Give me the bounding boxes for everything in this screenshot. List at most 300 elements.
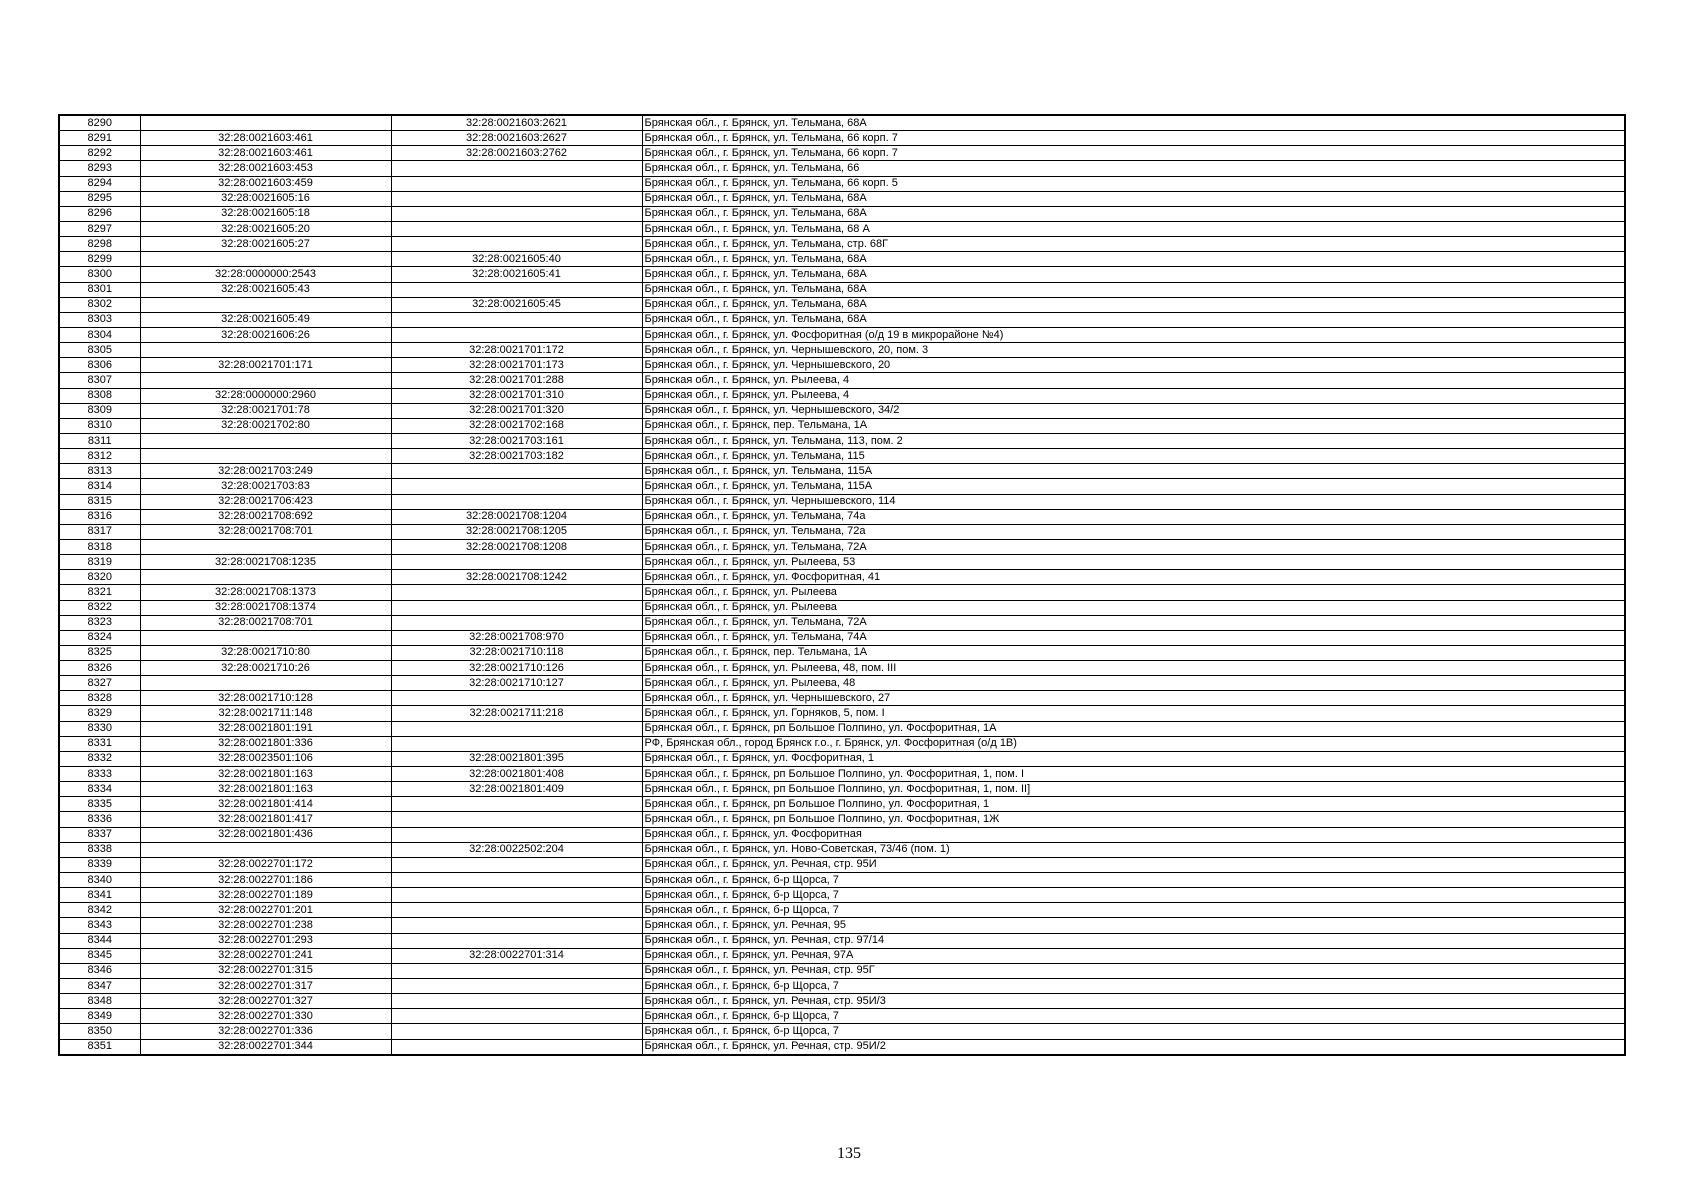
row-number-cell: 8345 (59, 948, 140, 963)
parcel-number-cell: 32:28:0022701:327 (140, 994, 391, 1009)
table-row (59, 358, 1625, 373)
object-number-cell: 32:28:0022701:314 (391, 948, 642, 963)
table-row (59, 600, 1625, 615)
row-number-cell: 8294 (59, 176, 140, 191)
object-number-cell (391, 1039, 642, 1055)
table-row (59, 282, 1625, 297)
table-row (59, 706, 1625, 721)
object-number-cell (391, 191, 642, 206)
address-cell: Брянская обл., г. Брянск, ул. Рылеева, 48, пом. III (642, 661, 1625, 676)
object-number-cell: 32:28:0021605:41 (391, 267, 642, 282)
parcel-number-cell: 32:28:0022701:172 (140, 857, 391, 872)
object-number-cell (391, 237, 642, 252)
table-row (59, 585, 1625, 600)
table-row (59, 751, 1625, 766)
address-cell: Брянская обл., г. Брянск, ул. Тельмана, 68А (642, 267, 1625, 282)
table-row (59, 979, 1625, 994)
address-cell: Брянская обл., г. Брянск, ул. Тельмана, 74а (642, 509, 1625, 524)
parcel-number-cell: 32:28:0021605:27 (140, 237, 391, 252)
object-number-cell (391, 797, 642, 812)
parcel-number-cell: 32:28:0021605:20 (140, 221, 391, 236)
table-row (59, 903, 1625, 918)
parcel-number-cell: 32:28:0022701:330 (140, 1009, 391, 1024)
parcel-number-cell: 32:28:0021605:16 (140, 191, 391, 206)
address-cell: Брянская обл., г. Брянск, ул. Тельмана, 72А (642, 615, 1625, 630)
address-cell: Брянская обл., г. Брянск, ул. Тельмана, 68А (642, 206, 1625, 221)
address-cell: Брянская обл., г. Брянск, ул. Тельмана, 66 корп. 7 (642, 131, 1625, 146)
row-number-cell: 8331 (59, 736, 140, 751)
address-cell: Брянская обл., г. Брянск, ул. Тельмана, 115 (642, 449, 1625, 464)
row-number-cell: 8305 (59, 343, 140, 358)
row-number-cell: 8313 (59, 464, 140, 479)
table-row (59, 691, 1625, 706)
row-number-cell: 8351 (59, 1039, 140, 1055)
registry-table (58, 114, 1626, 1056)
address-cell: Брянская обл., г. Брянск, ул. Рылеева (642, 585, 1625, 600)
row-number-cell: 8330 (59, 721, 140, 736)
parcel-number-cell: 32:28:0021708:1235 (140, 555, 391, 570)
table-row (59, 388, 1625, 403)
parcel-number-cell: 32:28:0021801:336 (140, 736, 391, 751)
object-number-cell (391, 812, 642, 827)
address-cell: Брянская обл., г. Брянск, ул. Речная, стр. 97/14 (642, 933, 1625, 948)
parcel-number-cell: 32:28:0021708:1374 (140, 600, 391, 615)
row-number-cell: 8319 (59, 555, 140, 570)
address-cell: Брянская обл., г. Брянск, ул. Тельмана, 68 А (642, 221, 1625, 236)
parcel-number-cell: 32:28:0021710:80 (140, 645, 391, 660)
row-number-cell: 8344 (59, 933, 140, 948)
table-row (59, 221, 1625, 236)
row-number-cell: 8308 (59, 388, 140, 403)
object-number-cell: 32:28:0021703:182 (391, 449, 642, 464)
object-number-cell: 32:28:0021708:1208 (391, 539, 642, 554)
parcel-number-cell: 32:28:0022701:317 (140, 979, 391, 994)
parcel-number-cell: 32:28:0021801:191 (140, 721, 391, 736)
object-number-cell: 32:28:0021603:2627 (391, 131, 642, 146)
object-number-cell (391, 736, 642, 751)
table-row (59, 539, 1625, 554)
address-cell: Брянская обл., г. Брянск, ул. Речная, стр. 95И (642, 857, 1625, 872)
row-number-cell: 8297 (59, 221, 140, 236)
parcel-number-cell: 32:28:0021708:701 (140, 615, 391, 630)
row-number-cell: 8322 (59, 600, 140, 615)
row-number-cell: 8346 (59, 963, 140, 978)
table-row (59, 1039, 1625, 1055)
row-number-cell: 8296 (59, 206, 140, 221)
object-number-cell: 32:28:0021603:2621 (391, 115, 642, 131)
row-number-cell: 8310 (59, 418, 140, 433)
address-cell: Брянская обл., г. Брянск, ул. Фосфоритная (о/д 19 в микрорайоне №4) (642, 327, 1625, 342)
parcel-number-cell (140, 297, 391, 312)
row-number-cell: 8348 (59, 994, 140, 1009)
address-cell: Брянская обл., г. Брянск, ул. Рылеева, 4 (642, 373, 1625, 388)
address-cell: Брянская обл., г. Брянск, ул. Тельмана, 68А (642, 297, 1625, 312)
address-cell: Брянская обл., г. Брянск, ул. Ново-Советская, 73/46 (пом. 1) (642, 842, 1625, 857)
table-row (59, 888, 1625, 903)
object-number-cell (391, 963, 642, 978)
parcel-number-cell: 32:28:0021801:417 (140, 812, 391, 827)
table-row (59, 842, 1625, 857)
table-row (59, 131, 1625, 146)
object-number-cell: 32:28:0021701:310 (391, 388, 642, 403)
object-number-cell: 32:28:0021702:168 (391, 418, 642, 433)
row-number-cell: 8318 (59, 539, 140, 554)
object-number-cell (391, 873, 642, 888)
row-number-cell: 8325 (59, 645, 140, 660)
address-cell: Брянская обл., г. Брянск, ул. Чернышевского, 34/2 (642, 403, 1625, 418)
parcel-number-cell: 32:28:0022701:186 (140, 873, 391, 888)
object-number-cell: 32:28:0021710:126 (391, 661, 642, 676)
parcel-number-cell: 32:28:0022701:238 (140, 918, 391, 933)
table-row (59, 857, 1625, 872)
address-cell: Брянская обл., г. Брянск, ул. Тельмана, 68А (642, 312, 1625, 327)
row-number-cell: 8292 (59, 146, 140, 161)
row-number-cell: 8340 (59, 873, 140, 888)
object-number-cell: 32:28:0021605:40 (391, 252, 642, 267)
table-row (59, 403, 1625, 418)
table-row (59, 161, 1625, 176)
address-cell: Брянская обл., г. Брянск, ул. Тельмана, 74А (642, 630, 1625, 645)
table-row (59, 479, 1625, 494)
table-row (59, 615, 1625, 630)
address-cell: Брянская обл., г. Брянск, б-р Щорса, 7 (642, 1009, 1625, 1024)
object-number-cell (391, 312, 642, 327)
row-number-cell: 8312 (59, 449, 140, 464)
object-number-cell: 32:28:0021708:1204 (391, 509, 642, 524)
table-row (59, 782, 1625, 797)
object-number-cell (391, 464, 642, 479)
table-row (59, 676, 1625, 691)
row-number-cell: 8327 (59, 676, 140, 691)
parcel-number-cell: 32:28:0021708:1373 (140, 585, 391, 600)
address-cell: Брянская обл., г. Брянск, ул. Речная, 95 (642, 918, 1625, 933)
object-number-cell: 32:28:0021701:172 (391, 343, 642, 358)
row-number-cell: 8321 (59, 585, 140, 600)
object-number-cell (391, 479, 642, 494)
row-number-cell: 8336 (59, 812, 140, 827)
object-number-cell (391, 691, 642, 706)
parcel-number-cell (140, 570, 391, 585)
row-number-cell: 8342 (59, 903, 140, 918)
registry-body (59, 115, 1625, 1055)
parcel-number-cell: 32:28:0021706:423 (140, 494, 391, 509)
address-cell: Брянская обл., г. Брянск, б-р Щорса, 7 (642, 979, 1625, 994)
table-row (59, 373, 1625, 388)
table-row (59, 524, 1625, 539)
object-number-cell (391, 933, 642, 948)
object-number-cell (391, 221, 642, 236)
table-row (59, 418, 1625, 433)
row-number-cell: 8335 (59, 797, 140, 812)
parcel-number-cell: 32:28:0022701:241 (140, 948, 391, 963)
row-number-cell: 8347 (59, 979, 140, 994)
table-row (59, 267, 1625, 282)
parcel-number-cell: 32:28:0021711:148 (140, 706, 391, 721)
row-number-cell: 8317 (59, 524, 140, 539)
address-cell: Брянская обл., г. Брянск, ул. Речная, 97А (642, 948, 1625, 963)
row-number-cell: 8311 (59, 433, 140, 448)
table-row (59, 464, 1625, 479)
parcel-number-cell (140, 115, 391, 131)
table-row (59, 343, 1625, 358)
object-number-cell (391, 494, 642, 509)
address-cell: Брянская обл., г. Брянск, б-р Щорса, 7 (642, 903, 1625, 918)
table-row (59, 721, 1625, 736)
object-number-cell: 32:28:0021605:45 (391, 297, 642, 312)
address-cell: Брянская обл., г. Брянск, б-р Щорса, 7 (642, 1024, 1625, 1039)
parcel-number-cell: 32:28:0022701:336 (140, 1024, 391, 1039)
table-row (59, 645, 1625, 660)
table-row (59, 1024, 1625, 1039)
parcel-number-cell: 32:28:0021606:26 (140, 327, 391, 342)
table-row (59, 827, 1625, 842)
parcel-number-cell: 32:28:0021701:171 (140, 358, 391, 373)
address-cell: Брянская обл., г. Брянск, б-р Щорса, 7 (642, 873, 1625, 888)
table-row (59, 146, 1625, 161)
object-number-cell (391, 903, 642, 918)
address-cell: Брянская обл., г. Брянск, ул. Тельмана, стр. 68Г (642, 237, 1625, 252)
object-number-cell (391, 827, 642, 842)
address-cell: Брянская обл., г. Брянск, рп Большое Полпино, ул. Фосфоритная, 1 (642, 797, 1625, 812)
row-number-cell: 8337 (59, 827, 140, 842)
address-cell: Брянская обл., г. Брянск, рп Большое Полпино, ул. Фосфоритная, 1Ж (642, 812, 1625, 827)
address-cell: Брянская обл., г. Брянск, ул. Тельмана, 68А (642, 115, 1625, 131)
parcel-number-cell (140, 373, 391, 388)
address-cell: Брянская обл., г. Брянск, ул. Тельмана, 68А (642, 282, 1625, 297)
table-row (59, 797, 1625, 812)
parcel-number-cell: 32:28:0000000:2543 (140, 267, 391, 282)
object-number-cell (391, 327, 642, 342)
row-number-cell: 8295 (59, 191, 140, 206)
parcel-number-cell (140, 343, 391, 358)
object-number-cell: 32:28:0021701:288 (391, 373, 642, 388)
table-row (59, 812, 1625, 827)
row-number-cell: 8339 (59, 857, 140, 872)
address-cell: Брянская обл., г. Брянск, ул. Чернышевского, 20, пом. 3 (642, 343, 1625, 358)
parcel-number-cell: 32:28:0021710:26 (140, 661, 391, 676)
row-number-cell: 8320 (59, 570, 140, 585)
object-number-cell (391, 600, 642, 615)
row-number-cell: 8298 (59, 237, 140, 252)
parcel-number-cell: 32:28:0021708:701 (140, 524, 391, 539)
row-number-cell: 8323 (59, 615, 140, 630)
object-number-cell: 32:28:0021710:118 (391, 645, 642, 660)
row-number-cell: 8333 (59, 767, 140, 782)
row-number-cell: 8328 (59, 691, 140, 706)
address-cell: Брянская обл., г. Брянск, ул. Тельмана, 72А (642, 539, 1625, 554)
address-cell: Брянская обл., г. Брянск, ул. Тельмана, 115А (642, 464, 1625, 479)
row-number-cell: 8343 (59, 918, 140, 933)
object-number-cell (391, 721, 642, 736)
parcel-number-cell (140, 433, 391, 448)
table-row (59, 449, 1625, 464)
table-row (59, 555, 1625, 570)
table-row (59, 873, 1625, 888)
object-number-cell: 32:28:0021708:1205 (391, 524, 642, 539)
table-row (59, 191, 1625, 206)
row-number-cell: 8349 (59, 1009, 140, 1024)
row-number-cell: 8332 (59, 751, 140, 766)
object-number-cell: 32:28:0021701:320 (391, 403, 642, 418)
parcel-number-cell: 32:28:0021603:453 (140, 161, 391, 176)
row-number-cell: 8300 (59, 267, 140, 282)
address-cell: Брянская обл., г. Брянск, ул. Тельмана, 115А (642, 479, 1625, 494)
parcel-number-cell: 32:28:0021701:78 (140, 403, 391, 418)
object-number-cell: 32:28:0021703:161 (391, 433, 642, 448)
row-number-cell: 8315 (59, 494, 140, 509)
address-cell: Брянская обл., г. Брянск, ул. Фосфоритная (642, 827, 1625, 842)
object-number-cell (391, 979, 642, 994)
parcel-number-cell: 32:28:0022701:201 (140, 903, 391, 918)
table-row (59, 933, 1625, 948)
row-number-cell: 8290 (59, 115, 140, 131)
row-number-cell: 8329 (59, 706, 140, 721)
parcel-number-cell (140, 676, 391, 691)
parcel-number-cell (140, 252, 391, 267)
address-cell: Брянская обл., г. Брянск, ул. Чернышевского, 114 (642, 494, 1625, 509)
parcel-number-cell: 32:28:0021603:459 (140, 176, 391, 191)
table-row (59, 661, 1625, 676)
object-number-cell: 32:28:0021603:2762 (391, 146, 642, 161)
object-number-cell (391, 857, 642, 872)
object-number-cell (391, 1024, 642, 1039)
row-number-cell: 8350 (59, 1024, 140, 1039)
address-cell: Брянская обл., г. Брянск, б-р Щорса, 7 (642, 888, 1625, 903)
parcel-number-cell: 32:28:0022701:315 (140, 963, 391, 978)
parcel-number-cell: 32:28:0021703:83 (140, 479, 391, 494)
address-cell: Брянская обл., г. Брянск, ул. Речная, стр. 95И/3 (642, 994, 1625, 1009)
parcel-number-cell (140, 842, 391, 857)
object-number-cell (391, 176, 642, 191)
object-number-cell: 32:28:0021801:409 (391, 782, 642, 797)
parcel-number-cell: 32:28:0021702:80 (140, 418, 391, 433)
row-number-cell: 8302 (59, 297, 140, 312)
object-number-cell (391, 206, 642, 221)
object-number-cell (391, 918, 642, 933)
row-number-cell: 8301 (59, 282, 140, 297)
parcel-number-cell (140, 539, 391, 554)
table-row (59, 509, 1625, 524)
parcel-number-cell: 32:28:0021703:249 (140, 464, 391, 479)
address-cell: Брянская обл., г. Брянск, ул. Горняков, 5, пом. I (642, 706, 1625, 721)
row-number-cell: 8299 (59, 252, 140, 267)
parcel-number-cell: 32:28:0021605:43 (140, 282, 391, 297)
parcel-number-cell: 32:28:0022701:344 (140, 1039, 391, 1055)
address-cell: РФ, Брянская обл., город Брянск г.о., г. Брянск, ул. Фосфоритная (о/д 1В) (642, 736, 1625, 751)
table-row (59, 206, 1625, 221)
row-number-cell: 8304 (59, 327, 140, 342)
address-cell: Брянская обл., г. Брянск, рп Большое Полпино, ул. Фосфоритная, 1А (642, 721, 1625, 736)
address-cell: Брянская обл., г. Брянск, ул. Тельмана, 66 корп. 5 (642, 176, 1625, 191)
table-row (59, 327, 1625, 342)
object-number-cell: 32:28:0021801:408 (391, 767, 642, 782)
address-cell: Брянская обл., г. Брянск, ул. Рылеева (642, 600, 1625, 615)
address-cell: Брянская обл., г. Брянск, ул. Тельмана, 66 (642, 161, 1625, 176)
parcel-number-cell: 32:28:0021801:163 (140, 782, 391, 797)
parcel-number-cell: 32:28:0021603:461 (140, 131, 391, 146)
row-number-cell: 8293 (59, 161, 140, 176)
parcel-number-cell (140, 630, 391, 645)
address-cell: Брянская обл., г. Брянск, ул. Тельмана, 68А (642, 252, 1625, 267)
parcel-number-cell: 32:28:0022701:293 (140, 933, 391, 948)
table-row (59, 1009, 1625, 1024)
table-row (59, 630, 1625, 645)
row-number-cell: 8307 (59, 373, 140, 388)
row-number-cell: 8338 (59, 842, 140, 857)
row-number-cell: 8291 (59, 131, 140, 146)
object-number-cell: 32:28:0021701:173 (391, 358, 642, 373)
parcel-number-cell (140, 449, 391, 464)
table-row (59, 252, 1625, 267)
row-number-cell: 8326 (59, 661, 140, 676)
table-row (59, 297, 1625, 312)
address-cell: Брянская обл., г. Брянск, ул. Тельмана, 68А (642, 191, 1625, 206)
address-cell: Брянская обл., г. Брянск, ул. Чернышевского, 27 (642, 691, 1625, 706)
table-row (59, 115, 1625, 131)
row-number-cell: 8324 (59, 630, 140, 645)
table-row (59, 963, 1625, 978)
row-number-cell: 8314 (59, 479, 140, 494)
address-cell: Брянская обл., г. Брянск, ул. Фосфоритная, 41 (642, 570, 1625, 585)
table-row (59, 433, 1625, 448)
parcel-number-cell: 32:28:0023501:106 (140, 751, 391, 766)
table-row (59, 994, 1625, 1009)
address-cell: Брянская обл., г. Брянск, ул. Тельмана, 66 корп. 7 (642, 146, 1625, 161)
address-cell: Брянская обл., г. Брянск, ул. Речная, стр. 95И/2 (642, 1039, 1625, 1055)
address-cell: Брянская обл., г. Брянск, ул. Чернышевского, 20 (642, 358, 1625, 373)
page-number: 135 (837, 1145, 861, 1162)
parcel-number-cell: 32:28:0022701:189 (140, 888, 391, 903)
object-number-cell: 32:28:0021708:1242 (391, 570, 642, 585)
row-number-cell: 8303 (59, 312, 140, 327)
row-number-cell: 8316 (59, 509, 140, 524)
object-number-cell: 32:28:0021711:218 (391, 706, 642, 721)
object-number-cell: 32:28:0021801:395 (391, 751, 642, 766)
table-row (59, 948, 1625, 963)
object-number-cell (391, 1009, 642, 1024)
parcel-number-cell: 32:28:0021801:163 (140, 767, 391, 782)
parcel-number-cell: 32:28:0021801:414 (140, 797, 391, 812)
object-number-cell (391, 555, 642, 570)
object-number-cell (391, 161, 642, 176)
address-cell: Брянская обл., г. Брянск, рп Большое Полпино, ул. Фосфоритная, 1, пом. I (642, 767, 1625, 782)
row-number-cell: 8306 (59, 358, 140, 373)
parcel-number-cell: 32:28:0000000:2960 (140, 388, 391, 403)
table-row (59, 176, 1625, 191)
table-row (59, 736, 1625, 751)
table-row (59, 918, 1625, 933)
table-row (59, 312, 1625, 327)
table-row (59, 767, 1625, 782)
parcel-number-cell: 32:28:0021605:18 (140, 206, 391, 221)
object-number-cell (391, 994, 642, 1009)
object-number-cell: 32:28:0022502:204 (391, 842, 642, 857)
parcel-number-cell: 32:28:0021801:436 (140, 827, 391, 842)
parcel-number-cell: 32:28:0021603:461 (140, 146, 391, 161)
parcel-number-cell: 32:28:0021605:49 (140, 312, 391, 327)
object-number-cell: 32:28:0021710:127 (391, 676, 642, 691)
address-cell: Брянская обл., г. Брянск, пер. Тельмана, 1А (642, 418, 1625, 433)
address-cell: Брянская обл., г. Брянск, ул. Рылеева, 48 (642, 676, 1625, 691)
row-number-cell: 8341 (59, 888, 140, 903)
table-row (59, 494, 1625, 509)
object-number-cell (391, 888, 642, 903)
address-cell: Брянская обл., г. Брянск, ул. Тельмана, 72а (642, 524, 1625, 539)
row-number-cell: 8309 (59, 403, 140, 418)
object-number-cell (391, 282, 642, 297)
object-number-cell (391, 585, 642, 600)
address-cell: Брянская обл., г. Брянск, рп Большое Полпино, ул. Фосфоритная, 1, пом. II] (642, 782, 1625, 797)
